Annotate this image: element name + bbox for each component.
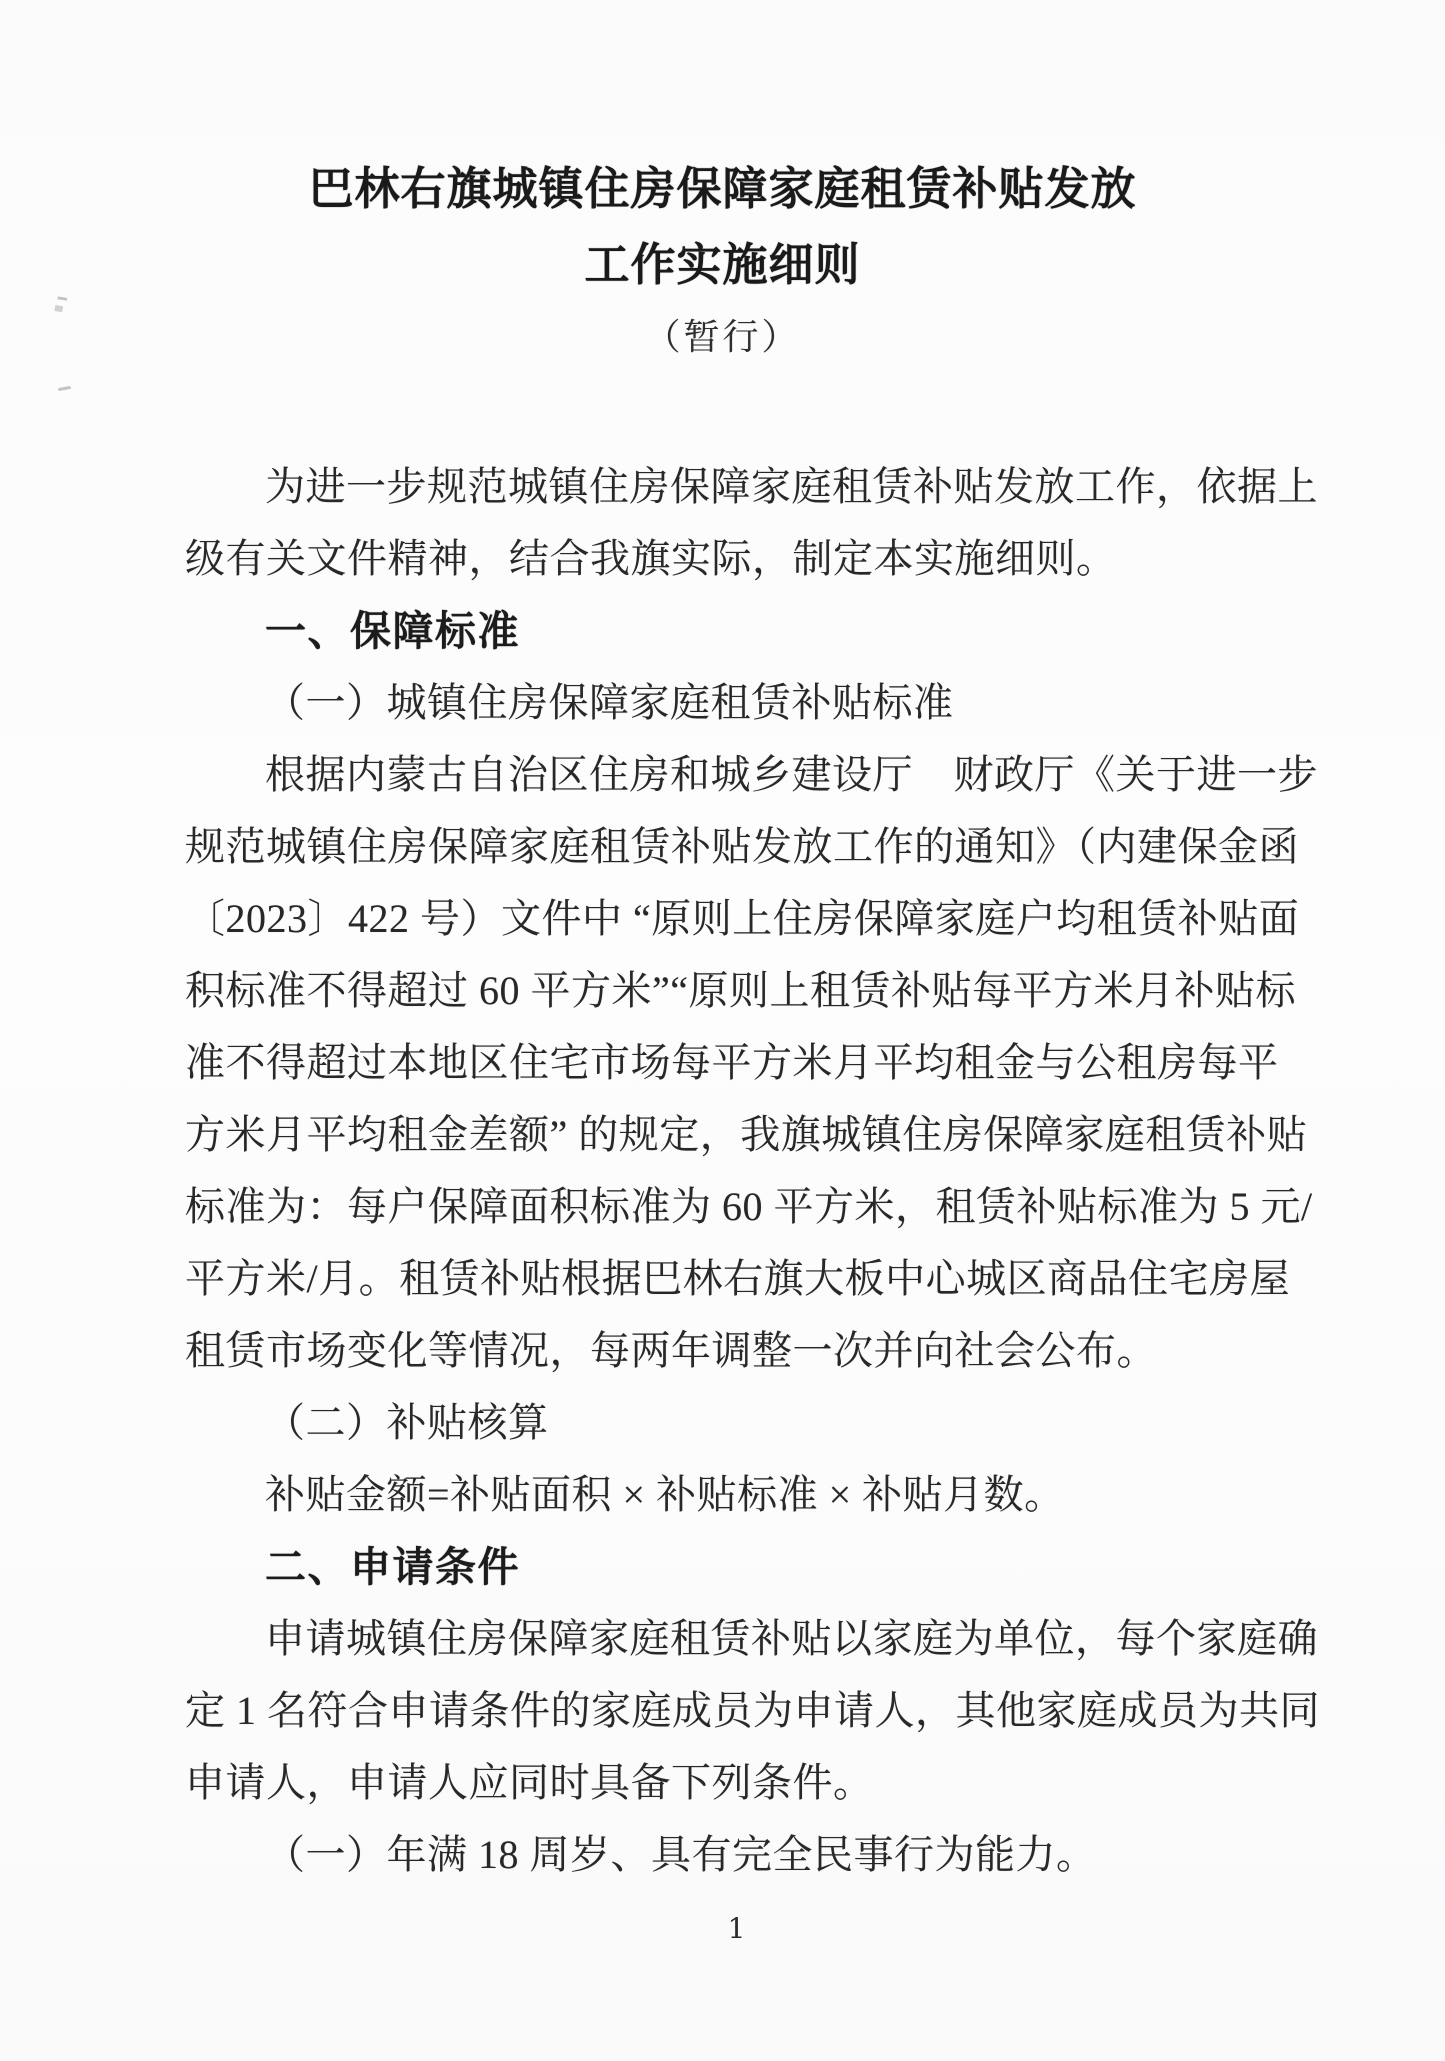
document-title-line1: 巴林右旗城镇住房保障家庭租赁补贴发放 bbox=[308, 164, 1137, 214]
text-line: 标准为：每户保障面积标准为 60 平方米，租赁补贴标准为 5 元/ bbox=[185, 1184, 1313, 1229]
text-line: （一）年满 18 周岁、具有完全民事行为能力。 bbox=[265, 1832, 1097, 1877]
text-line: 根据内蒙古自治区住房和城乡建设厅 财政厅《关于进一步 bbox=[265, 752, 1318, 797]
scan-artifact bbox=[58, 386, 71, 391]
text-line: 平方米/月。租赁补贴根据巴林右旗大板中心城区商品住宅房屋 bbox=[185, 1256, 1291, 1301]
text-line: 积标准不得超过 60 平方米”“原则上租赁补贴每平方米月补贴标 bbox=[185, 968, 1297, 1013]
document-title-line2: 工作实施细则 bbox=[584, 240, 861, 290]
text-line: 租赁市场变化等情况，每两年调整一次并向社会公布。 bbox=[185, 1328, 1157, 1373]
text-line: 申请城镇住房保障家庭租赁补贴以家庭为单位，每个家庭确 bbox=[265, 1616, 1318, 1661]
text-line: 方米月平均租金差额” 的规定，我旗城镇住房保障家庭租赁补贴 bbox=[185, 1112, 1308, 1157]
text-line: 为进一步规范城镇住房保障家庭租赁补贴发放工作，依据上 bbox=[265, 464, 1318, 509]
text-line: 定 1 名符合申请条件的家庭成员为申请人，其他家庭成员为共同 bbox=[185, 1688, 1320, 1733]
text-line: 补贴金额=补贴面积 × 补贴标准 × 补贴月数。 bbox=[265, 1472, 1065, 1517]
scan-artifact bbox=[56, 296, 67, 305]
document-body bbox=[185, 451, 1320, 1891]
document-subtitle: （暂行） bbox=[644, 317, 801, 357]
page-number: 1 bbox=[727, 1912, 746, 1945]
text-line: 一、保障标准 bbox=[265, 608, 520, 654]
text-line: 级有关文件精神，结合我旗实际，制定本实施细则。 bbox=[185, 536, 1117, 581]
text-line: 准不得超过本地区住宅市场每平方米月平均租金与公租房每平 bbox=[185, 1040, 1279, 1085]
text-line: 申请人，申请人应同时具备下列条件。 bbox=[185, 1760, 874, 1805]
text-line: 〔2023〕422 号）文件中 “原则上住房保障家庭户均租赁补贴面 bbox=[185, 896, 1300, 941]
text-line: （二）补贴核算 bbox=[265, 1400, 549, 1445]
text-line: （一）城镇住房保障家庭租赁补贴标准 bbox=[265, 680, 954, 725]
text-line: 二、申请条件 bbox=[265, 1544, 520, 1590]
text-line: 规范城镇住房保障家庭租赁补贴发放工作的通知》（内建保金函 bbox=[185, 824, 1299, 869]
